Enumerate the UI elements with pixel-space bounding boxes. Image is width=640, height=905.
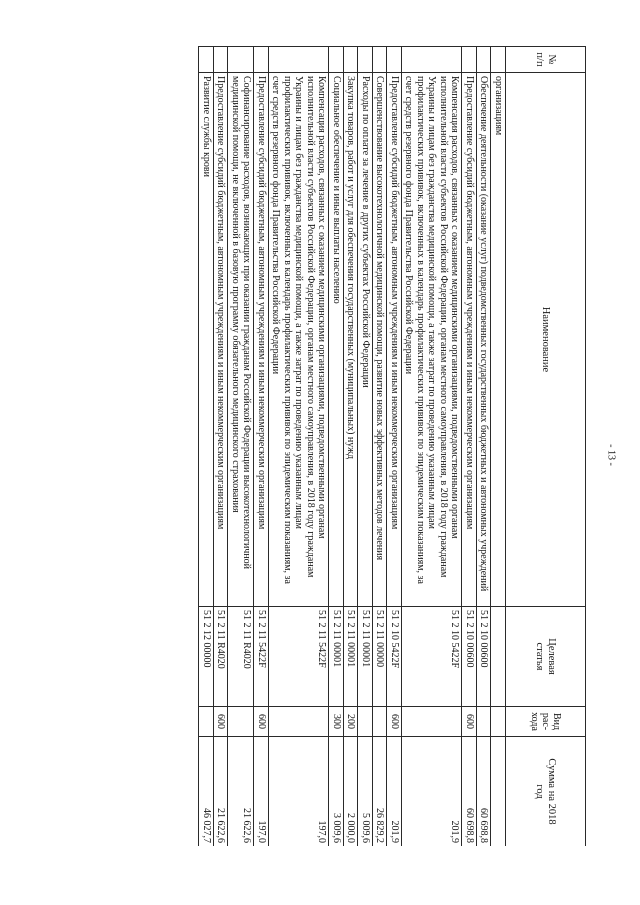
header-name: Наименование [506,73,586,607]
cell-num [402,47,463,73]
cell-name: Предоставление субсидий бюджетным, автономным учреждениям и иным некоммерческим организациям [387,73,402,607]
cell-vid: 600 [254,707,269,737]
cell-name: Закупка товаров, работ и услуг для обеспечения государственных (муниципальных) нужд [344,73,359,607]
cell-vid: 300 [329,707,344,737]
cell-num [254,47,269,73]
cell-code [491,607,506,707]
cell-sum: 197,0 [269,737,330,847]
cell-num [199,47,214,73]
cell-sum: 21 622,6 [214,737,229,847]
cell-sum: 60 698,8 [477,737,492,847]
budget-table [199,46,587,846]
cell-code: 51 2 11 00001 [358,607,373,707]
cell-code: 51 2 11 5422F [254,607,269,707]
cell-sum: 2 000,0 [344,737,359,847]
cell-code: 51 2 12 00000 [199,607,214,707]
rotated-page-area [42,46,586,846]
cell-vid: 200 [344,707,359,737]
cell-vid: 600 [214,707,229,737]
cell-code: 51 2 10 00600 [462,607,477,707]
cell-sum [491,737,506,847]
cell-name: Обеспечение деятельности (оказание услуг) подведомственных государственных бюджетных и автономных учреждений [477,73,492,607]
cell-sum: 197,0 [254,737,269,847]
cell-vid [199,707,214,737]
cell-sum: 46 027,7 [199,737,214,847]
table-row [402,47,463,847]
cell-vid: 600 [462,707,477,737]
cell-name: Компенсация расходов, связанных с оказанием медицинскими организациями, подведомственными органам исполнительной власти субъектов Российской Федерации, органам местного самоуправления, в 2018 году гражданам Украины и лицам без гражданства медицинской помощи, а также затрат по проведению указанным лицам профилактических прививок, включенных в календарь профилактических прививок по эпидемическим показаниям, за счет средств резервного фонда Правительства Российской Федерации [402,73,463,607]
cell-sum: 21 622,6 [228,737,254,847]
cell-name: организациям [491,73,506,607]
cell-name: Софинансирование расходов, возникающих при оказании гражданам Российской Федерации высокотехнологичной медицинской помощи, не включенной в базовую программу обязательного медицинского страхования [228,73,254,607]
table-row [373,47,388,847]
table-row [254,47,269,847]
table-header-row [506,47,586,847]
table-row [199,47,214,847]
cell-name: Социальное обеспечение и иные выплаты населению [329,73,344,607]
cell-name: Предоставление субсидий бюджетным, автономным учреждениям и иным некоммерческим организациям [214,73,229,607]
table-row [387,47,402,847]
cell-vid [477,707,492,737]
cell-name: Развитие службы крови [199,73,214,607]
cell-name: Компенсация расходов, связанных с оказанием медицинскими организациями, подведомственными органам исполнительной власти субъектов Российской Федерации, органам местного самоуправления, в 2018 году гражданам Украины и лицам без гражданства медицинской помощи, а также затрат по проведению указанным лицам профилактических прививок, включенных в календарь профилактических прививок по эпидемическим показаниям, за счет средств резервного фонда Правительства Российской Федерации [269,73,330,607]
cell-num [491,47,506,73]
cell-name: Предоставление субсидий бюджетным, автономным учреждениям и иным некоммерческим организациям [462,73,477,607]
budget-table-wrapper [42,46,586,846]
cell-code: 51 2 11 00001 [344,607,359,707]
cell-sum: 26 829,2 [373,737,388,847]
table-row [462,47,477,847]
cell-num [214,47,229,73]
table-row [358,47,373,847]
cell-vid [402,707,463,737]
table-row [228,47,254,847]
cell-sum: 201,9 [387,737,402,847]
page-number: - 13 - [605,444,617,466]
cell-sum: 60 698,8 [462,737,477,847]
cell-num [462,47,477,73]
header-num: № п/п [506,47,586,73]
cell-code: 51 2 10 5422F [402,607,463,707]
cell-code: 51 2 11 00000 [373,607,388,707]
cell-sum: 3 009,6 [329,737,344,847]
cell-code: 51 2 10 00600 [477,607,492,707]
cell-name: Совершенствование высокотехнологичной медицинской помощи, развитие новых эффективных методов лечения [373,73,388,607]
cell-num [228,47,254,73]
cell-vid: 600 [387,707,402,737]
cell-vid [491,707,506,737]
header-sum: Сумма на 2018 год [506,737,586,847]
cell-code: 51 2 11 R4020 [228,607,254,707]
cell-num [344,47,359,73]
cell-num [358,47,373,73]
table-row [477,47,492,847]
header-code: Целевая статья [506,607,586,707]
cell-code: 51 2 11 R4020 [214,607,229,707]
cell-num [269,47,330,73]
cell-num [477,47,492,73]
cell-num [329,47,344,73]
cell-code: 51 2 10 5422F [387,607,402,707]
table-row [344,47,359,847]
cell-num [387,47,402,73]
table-row [269,47,330,847]
cell-vid [358,707,373,737]
table-row [491,47,506,847]
cell-code: 51 2 11 5422F [269,607,330,707]
cell-sum: 5 009,6 [358,737,373,847]
cell-vid [373,707,388,737]
cell-vid [228,707,254,737]
table-row [214,47,229,847]
cell-vid [269,707,330,737]
table-body [199,47,506,847]
header-vid: Вид рас- хода [506,707,586,737]
cell-name: Расходы по оплате за лечение в других субъектах Российской Федерации [358,73,373,607]
cell-code: 51 2 11 00001 [329,607,344,707]
table-row [329,47,344,847]
cell-name: Предоставление субсидий бюджетным, автономным учреждениям и иным некоммерческим организациям [254,73,269,607]
cell-sum: 201,9 [402,737,463,847]
cell-num [373,47,388,73]
